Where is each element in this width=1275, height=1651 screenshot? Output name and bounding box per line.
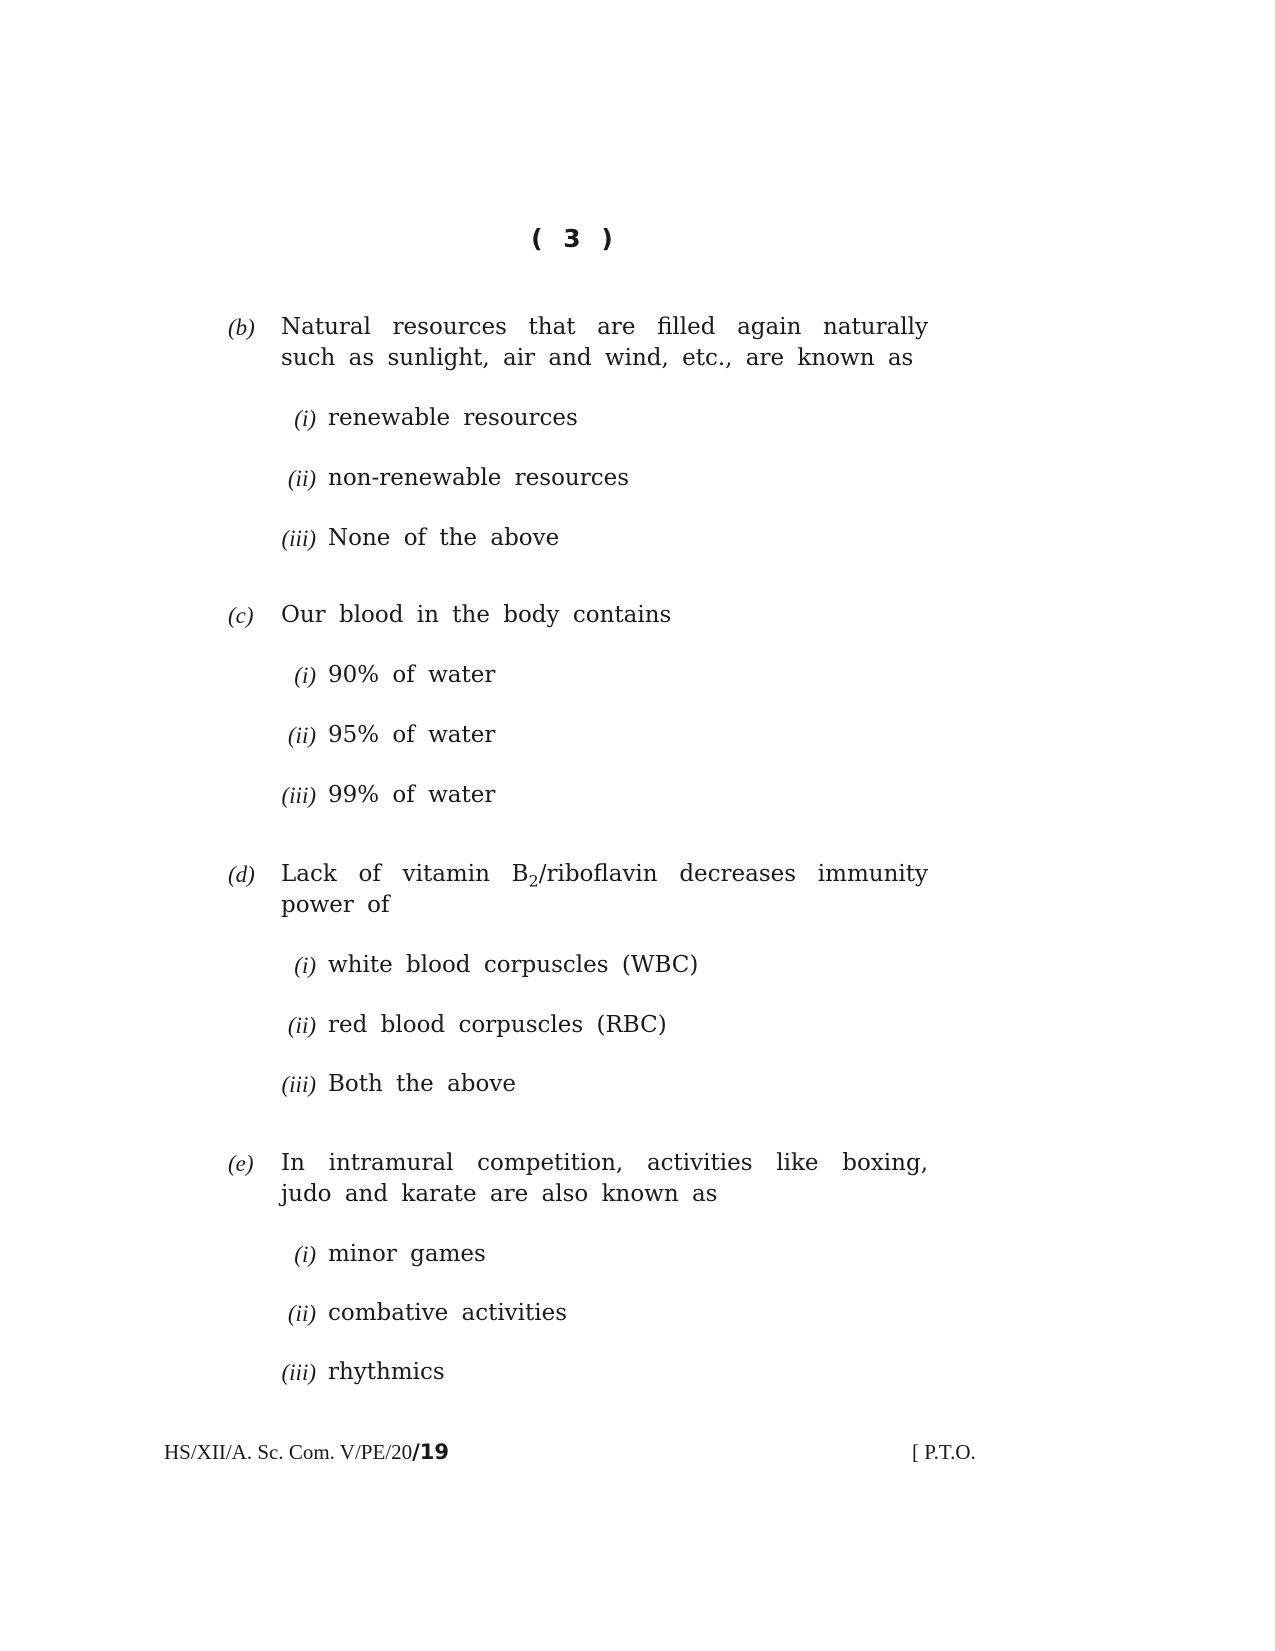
- option-text: Both the above: [328, 1071, 516, 1097]
- option-label: (ii): [287, 1013, 316, 1038]
- option-label: (iii): [281, 1072, 316, 1097]
- option-label: (iii): [281, 526, 316, 551]
- option-label: (i): [294, 406, 316, 431]
- option-text: red blood corpuscles (RBC): [328, 1012, 667, 1038]
- subscript: 2: [528, 871, 539, 891]
- option-text: minor games: [328, 1241, 486, 1267]
- question-text: [281, 859, 928, 921]
- option-text: None of the above: [328, 525, 560, 551]
- option-text: 95% of water: [328, 722, 496, 748]
- question-text: Natural resources that are filled again naturally such as sunlight, air and wind, etc., are known as: [281, 314, 928, 371]
- question-label: (e): [228, 1151, 254, 1176]
- option-label: (iii): [281, 783, 316, 808]
- option-label: (i): [294, 1242, 316, 1267]
- option-text: 90% of water: [328, 662, 496, 688]
- option-e-ii: [228, 1298, 928, 1329]
- option-label: (ii): [287, 723, 316, 748]
- question-label: (b): [228, 315, 255, 340]
- option-c-iii: [228, 780, 928, 811]
- question-text: In intramural competition, activities like boxing, judo and karate are also known as: [281, 1150, 928, 1207]
- option-text: rhythmics: [328, 1359, 445, 1385]
- option-text: white blood corpuscles (WBC): [328, 952, 699, 978]
- page-number: ( 3 ): [531, 224, 619, 253]
- option-text: combative activities: [328, 1300, 568, 1326]
- option-text: renewable resources: [328, 405, 578, 431]
- paper-code: [164, 1440, 449, 1465]
- paper-code-suffix: /19: [412, 1440, 450, 1464]
- question-label: (c): [228, 603, 254, 628]
- option-text: non-renewable resources: [328, 465, 630, 491]
- question-label: (d): [228, 862, 255, 887]
- option-c-i: [228, 660, 928, 691]
- option-e-i: [228, 1239, 928, 1270]
- option-label: (i): [294, 953, 316, 978]
- option-d-i: [228, 950, 928, 981]
- question-text: Our blood in the body contains: [281, 602, 672, 628]
- option-d-iii: [228, 1069, 928, 1100]
- option-label: (i): [294, 663, 316, 688]
- option-e-iii: [228, 1357, 928, 1388]
- option-label: (ii): [287, 1301, 316, 1326]
- option-label: (iii): [281, 1360, 316, 1385]
- pto-marker: [ P.T.O.: [912, 1440, 976, 1464]
- paper-code-prefix: HS/XII/A. Sc. Com. V/PE/20: [164, 1440, 413, 1464]
- option-d-ii: [228, 1010, 928, 1041]
- option-label: (ii): [287, 466, 316, 491]
- question-text-part: /riboflavin decreases immunity power of: [281, 861, 928, 918]
- option-b-iii: [228, 523, 928, 554]
- option-text: 99% of water: [328, 782, 496, 808]
- option-c-ii: [228, 720, 928, 751]
- option-b-i: [228, 403, 928, 434]
- option-b-ii: [228, 463, 928, 494]
- question-text-part: Lack of vitamin B: [281, 861, 529, 887]
